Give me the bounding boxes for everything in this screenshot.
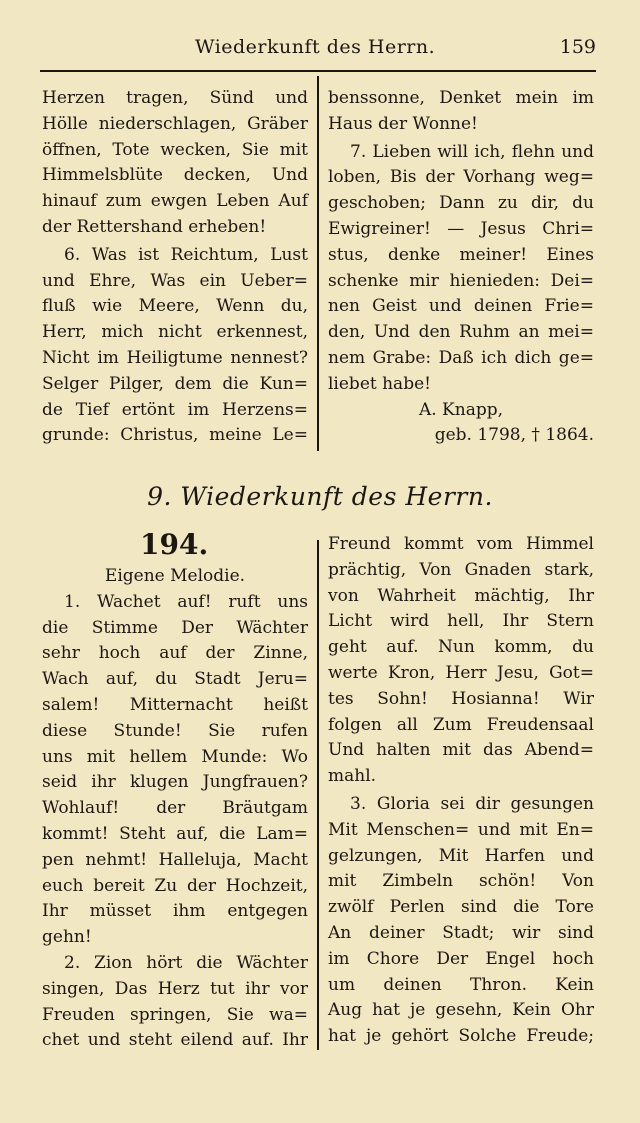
column-divider-top: [317, 76, 319, 451]
header-rule: [40, 70, 596, 72]
text-line: tes Sohn! Hosianna! Wir: [328, 688, 594, 709]
text-line: Ihr müsset ihm entgegen: [42, 901, 308, 922]
text-line: Selger Pilger, dem die Kun=: [42, 373, 308, 394]
text-line: Herr, mich nicht erkennest,: [42, 322, 308, 343]
text-line: die Stimme Der Wächter: [42, 617, 308, 638]
text-line: uns mit hellem Munde: Wo: [42, 746, 308, 767]
text-line: Himmelsblüte decken, Und: [42, 165, 308, 186]
text-line: kommt! Steht auf, die Lam=: [42, 823, 308, 844]
text-line: 3. Gloria sei dir gesungen: [350, 793, 594, 814]
text-line: 7. Lieben will ich, flehn und: [350, 141, 594, 162]
text-line: chet und steht eilend auf. Ihr: [42, 1030, 308, 1051]
text-line: im Chore Der Engel hoch: [328, 948, 594, 969]
text-line: diese Stunde! Sie rufen: [42, 720, 308, 741]
section-heading: 9. Wiederkunft des Herrn.: [147, 482, 493, 511]
text-line: öffnen, Tote wecken, Sie mit: [42, 139, 308, 160]
text-line: Herzen tragen, Sünd und: [42, 88, 308, 108]
text-line: loben, Bis der Vorhang weg=: [328, 167, 594, 188]
text-line: Aug hat je gesehn, Kein Ohr: [328, 1000, 594, 1021]
text-line: salem! Mitternacht heißt: [42, 694, 308, 715]
text-line: nen Geist und deinen Frie=: [328, 296, 594, 317]
text-line: gehn!: [42, 927, 92, 948]
text-line: seid ihr klugen Jungfrauen?: [42, 772, 308, 793]
text-line: hinauf zum ewgen Leben Auf: [42, 191, 308, 212]
text-line: Licht wird hell, Ihr Stern: [328, 611, 594, 632]
text-line: stus, denke meiner! Eines: [328, 244, 594, 265]
text-line: folgen all Zum Freudensaal: [328, 714, 594, 735]
text-line: mit Zimbeln schön! Von: [328, 871, 594, 892]
text-line: Mit Menschen= und mit En=: [328, 819, 594, 840]
text-line: werte Kron, Herr Jesu, Got=: [328, 662, 594, 683]
text-line: pen nehmt! Halleluja, Macht: [42, 849, 308, 870]
text-line: 2. Zion hört die Wächter: [64, 952, 308, 973]
text-line: benssonne, Denket mein im: [328, 88, 594, 108]
text-line: Wach auf, du Stadt Jeru=: [42, 669, 308, 690]
top-right-column: [328, 86, 594, 449]
bottom-left-column: [42, 564, 308, 1054]
column-divider-bottom: [317, 540, 319, 1050]
text-line: den, Und den Ruhm an mei=: [328, 322, 594, 343]
text-line: geschoben; Dann zu dir, du: [328, 193, 594, 214]
text-line: 6. Was ist Reichtum, Lust: [64, 244, 308, 265]
text-line: schenke mir hienieden: Dei=: [328, 270, 594, 291]
text-line: Hölle niederschlagen, Gräber: [42, 113, 308, 134]
text-line: Eigene Melodie.: [104, 566, 246, 586]
running-title: Wiederkunft des Herrn.: [195, 36, 436, 58]
text-line: der Rettershand erheben!: [42, 216, 267, 237]
text-line: de Tief ertönt im Herzens=: [42, 399, 308, 420]
text-line: Und halten mit das Abend=: [328, 740, 594, 761]
text-line: Freund kommt vom Himmel: [328, 534, 594, 554]
text-line: singen, Das Herz tut ihr vor: [42, 978, 308, 999]
text-line: gelzungen, Mit Harfen und: [328, 845, 594, 866]
text-line: hat je gehört Solche Freude;: [328, 1026, 594, 1047]
text-line: zwölf Perlen sind die Tore: [328, 897, 594, 918]
text-line: nem Grabe: Daß ich dich ge=: [328, 347, 594, 368]
bottom-right-column: [328, 532, 594, 1050]
text-line: Nicht im Heiligtume nennest?: [42, 347, 308, 368]
text-line: grunde: Christus, meine Le=: [42, 425, 308, 446]
text-line: An deiner Stadt; wir sind: [328, 922, 594, 943]
page-number: 159: [559, 36, 596, 58]
text-line: euch bereit Zu der Hochzeit,: [42, 875, 308, 896]
text-line: Freuden springen, Sie wa=: [42, 1004, 308, 1025]
text-line: liebet habe!: [328, 373, 431, 394]
text-line: mahl.: [328, 766, 377, 787]
hymn-number: 194.: [140, 528, 209, 561]
text-line: geht auf. Nun komm, du: [328, 637, 594, 658]
top-left-column: [42, 86, 308, 449]
text-line: sehr hoch auf der Zinne,: [42, 643, 308, 664]
text-line: A. Knapp,: [418, 399, 504, 420]
text-line: Wohlauf! der Bräutgam: [42, 798, 308, 819]
text-line: Ewigreiner! — Jesus Chri=: [328, 218, 594, 239]
text-line: fluß wie Meere, Wenn du,: [42, 296, 308, 317]
text-line: Haus der Wonne!: [328, 113, 478, 134]
text-line: prächtig, Von Gnaden stark,: [328, 559, 594, 580]
text-line: um deinen Thron. Kein: [328, 974, 594, 995]
text-line: 1. Wachet auf! ruft uns: [64, 591, 308, 612]
text-line: geb. 1798, † 1864.: [434, 425, 594, 446]
text-line: und Ehre, Was ein Ueber=: [42, 270, 308, 291]
running-header: [40, 32, 596, 62]
text-line: von Wahrheit mächtig, Ihr: [328, 585, 594, 606]
